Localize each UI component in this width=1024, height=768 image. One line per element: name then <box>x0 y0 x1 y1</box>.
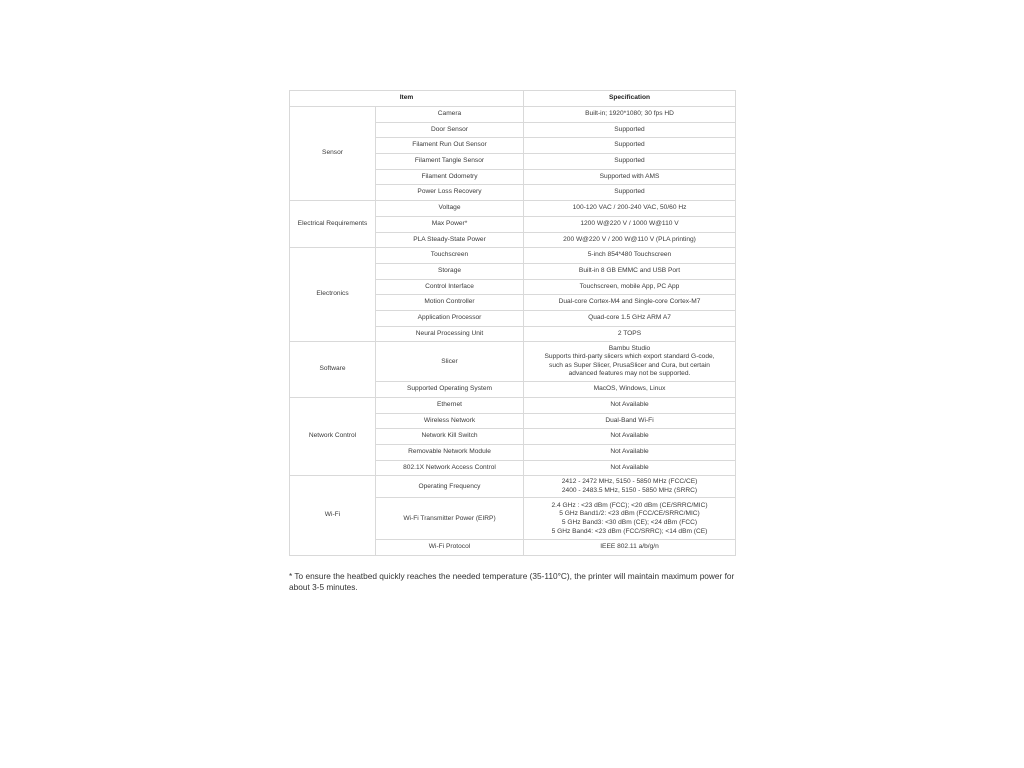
item-cell: Door Sensor <box>376 122 524 138</box>
item-cell: Control Interface <box>376 279 524 295</box>
spec-line: Supported <box>614 188 645 196</box>
spec-cell <box>524 232 736 248</box>
category-cell-sensor: Sensor <box>290 107 376 201</box>
spec-cell <box>524 342 736 382</box>
table-row <box>290 107 736 123</box>
item-cell: Motion Controller <box>376 295 524 311</box>
spec-cell <box>524 476 736 498</box>
spec-line: Not Available <box>610 401 649 409</box>
spec-cell <box>524 185 736 201</box>
category-cell-network: Network Control <box>290 398 376 476</box>
spec-cell <box>524 154 736 170</box>
spec-cell <box>524 122 736 138</box>
item-cell: Filament Run Out Sensor <box>376 138 524 154</box>
spec-line: 5 GHz Band3: <30 dBm (CE); <24 dBm (FCC) <box>561 518 698 526</box>
spec-cell <box>524 382 736 398</box>
item-cell: Wireless Network <box>376 413 524 429</box>
item-cell: Supported Operating System <box>376 382 524 398</box>
spec-line: Supported <box>614 157 645 165</box>
table-row <box>290 476 736 498</box>
spec-line: MacOS, Windows, Linux <box>593 385 666 393</box>
spec-line: 5-inch 854*480 Touchscreen <box>587 251 672 259</box>
item-cell: Storage <box>376 263 524 279</box>
item-cell: Network Kill Switch <box>376 429 524 445</box>
spec-line: Built-in; 1920*1080; 30 fps HD <box>585 110 674 118</box>
item-cell: Wi-Fi Protocol <box>376 540 524 556</box>
category-cell-wifi: Wi-Fi <box>290 476 376 556</box>
spec-cell <box>524 445 736 461</box>
item-cell: Removable Network Module <box>376 445 524 461</box>
item-cell: Power Loss Recovery <box>376 185 524 201</box>
table-row <box>290 201 736 217</box>
item-cell: Neural Processing Unit <box>376 326 524 342</box>
category-cell-electrical: Electrical Requirements <box>290 201 376 248</box>
table-row <box>290 398 736 414</box>
spec-line: Not Available <box>610 448 649 456</box>
item-cell: Slicer <box>376 342 524 382</box>
spec-line: 2400 - 2483.5 MHz, 5150 - 5850 MHz (SRRC) <box>561 486 698 494</box>
spec-line: 2.4 GHz : <23 dBm (FCC); <20 dBm (CE/SRRC/MIC) <box>551 501 708 509</box>
spec-cell <box>524 279 736 295</box>
item-cell: PLA Steady-State Power <box>376 232 524 248</box>
spec-cell <box>524 460 736 476</box>
spec-cell <box>524 498 736 540</box>
spec-cell <box>524 201 736 217</box>
table-row <box>290 248 736 264</box>
spec-line: Touchscreen, mobile App, PC App <box>579 282 680 290</box>
spec-line: Supported <box>614 125 645 133</box>
item-cell: Filament Odometry <box>376 169 524 185</box>
item-cell: Application Processor <box>376 310 524 326</box>
item-cell: Wi-Fi Transmitter Power (EIRP) <box>376 498 524 540</box>
spec-line: Bambu Studio <box>608 344 651 352</box>
spec-line: 2 TOPS <box>617 329 642 337</box>
spec-line: Supported with AMS <box>599 172 660 180</box>
item-cell: Filament Tangle Sensor <box>376 154 524 170</box>
spec-cell <box>524 413 736 429</box>
spec-cell <box>524 107 736 123</box>
spec-cell <box>524 169 736 185</box>
spec-line: Supported <box>614 141 645 149</box>
spec-line: 100-120 VAC / 200-240 VAC, 50/60 Hz <box>572 204 687 212</box>
spec-line: Quad-core 1.5 GHz ARM A7 <box>588 313 671 321</box>
spec-line: such as Super Slicer, PrusaSlicer and Cura, but certain <box>549 361 710 369</box>
spec-cell <box>524 138 736 154</box>
spec-cell <box>524 326 736 342</box>
spec-cell <box>524 263 736 279</box>
table-body <box>290 107 736 556</box>
spec-line: 5 GHz Band1/2: <23 dBm (FCC/CE/SRRC/MIC) <box>559 510 700 518</box>
spec-cell <box>524 310 736 326</box>
spec-cell <box>524 248 736 264</box>
header-specification: Specification <box>524 91 736 107</box>
header-item: Item <box>290 91 524 107</box>
item-cell: Voltage <box>376 201 524 217</box>
spec-cell <box>524 216 736 232</box>
spec-line: Supports third-party slicers which export standard G-code, <box>544 353 715 361</box>
spec-line: 5 GHz Band4: <23 dBm (FCC/SRRC); <14 dBm (CE) <box>551 527 708 535</box>
spec-line: Dual-core Cortex-M4 and Single-core Cortex-M7 <box>558 298 701 306</box>
spec-line: 200 W@220 V / 200 W@110 V (PLA printing) <box>563 235 696 243</box>
specification-table <box>289 90 736 556</box>
item-cell: Max Power* <box>376 216 524 232</box>
spec-line: advanced features may not be supported. <box>568 370 691 378</box>
item-cell: Ethernet <box>376 398 524 414</box>
spec-line: Not Available <box>610 463 649 471</box>
spec-line: Built-in 8 GB EMMC and USB Port <box>578 266 681 274</box>
spec-table-container <box>289 90 735 556</box>
category-cell-electronics: Electronics <box>290 248 376 342</box>
spec-cell <box>524 429 736 445</box>
item-cell: Operating Frequency <box>376 476 524 498</box>
spec-cell <box>524 540 736 556</box>
spec-cell <box>524 398 736 414</box>
spec-line: IEEE 802.11 a/b/g/n <box>600 543 659 551</box>
table-header-row <box>290 91 736 107</box>
spec-line: 2412 - 2472 MHz, 5150 - 5850 MHz (FCC/CE) <box>561 478 698 486</box>
spec-line: 1200 W@220 V / 1000 W@110 V <box>580 219 679 227</box>
item-cell: 802.1X Network Access Control <box>376 460 524 476</box>
spec-cell <box>524 295 736 311</box>
category-cell-software: Software <box>290 342 376 398</box>
item-cell: Camera <box>376 107 524 123</box>
spec-line: Not Available <box>610 432 649 440</box>
table-row <box>290 342 736 382</box>
footnote: * To ensure the heatbed quickly reaches the needed temperature (35-110°C), the printer will maintain maximum power for about 3-5 minutes. <box>289 571 735 592</box>
spec-line: Dual-Band Wi-Fi <box>605 416 654 424</box>
item-cell: Touchscreen <box>376 248 524 264</box>
